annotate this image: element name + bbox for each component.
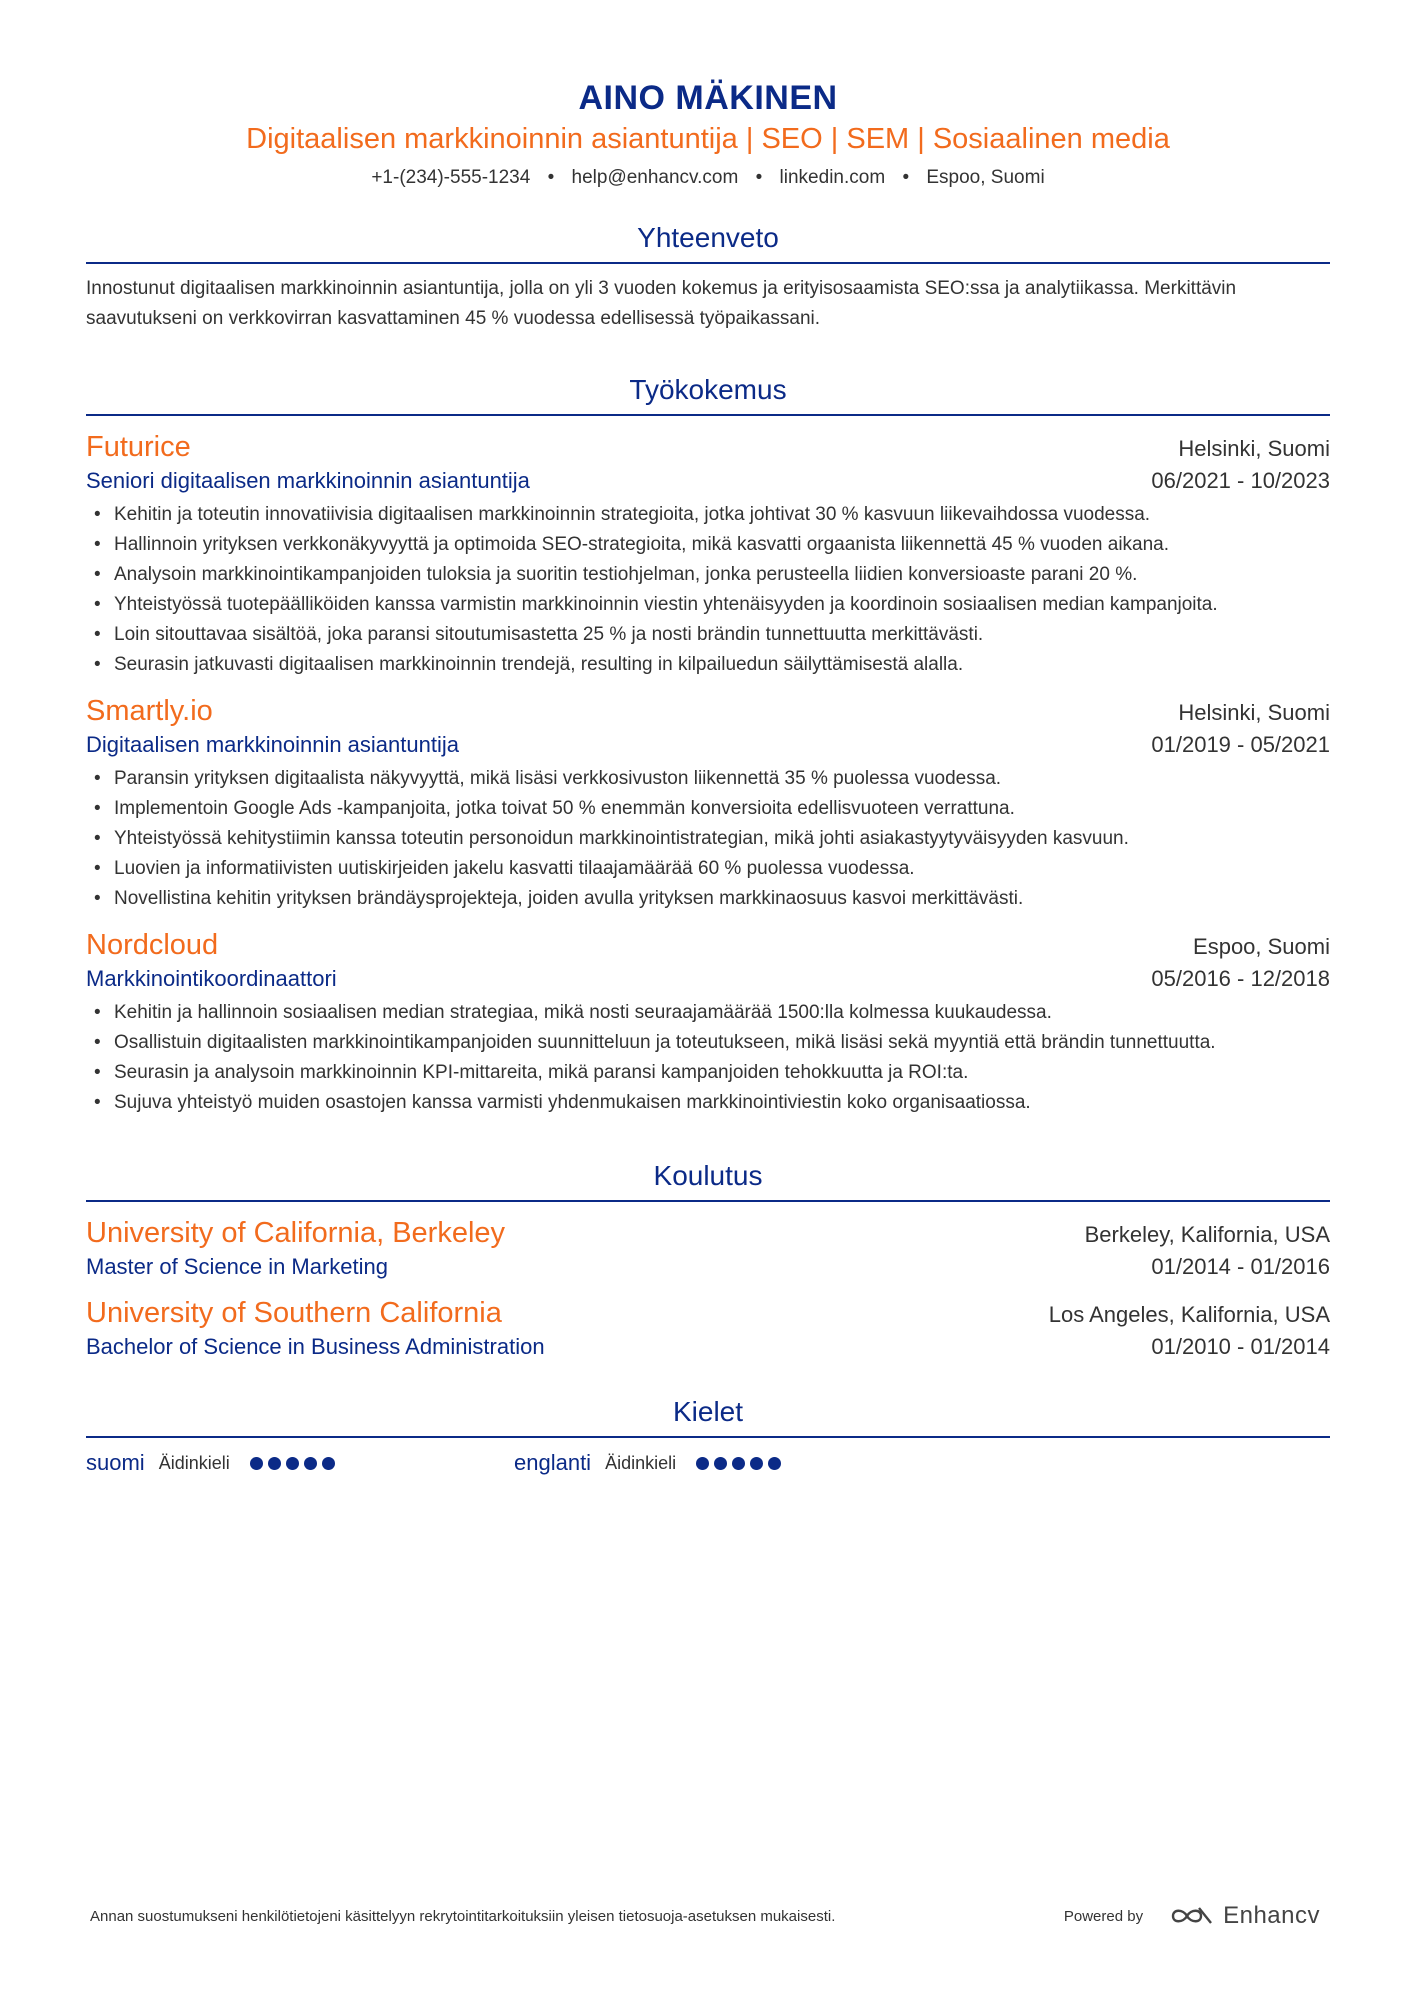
section-heading-languages: Kielet: [86, 1394, 1330, 1438]
page-footer: [90, 1902, 1320, 1930]
job-dates: 06/2021 - 10/2023: [1151, 468, 1330, 493]
summary-section: [86, 220, 1330, 334]
bullet-item: • Loin sitouttavaa sisältöä, joka paransi sitoutumisastetta 25 % ja nosti brändin tunnettuutta merkittävästi.: [114, 620, 1330, 650]
bullet-item: • Novellistina kehitin yrityksen brändäysprojekteja, joiden avulla yrityksen markkinaosuus kasvoi merkittävästi.: [114, 884, 1330, 914]
rating-dot: [250, 1457, 263, 1470]
language-rating: [250, 1457, 335, 1470]
job-location: Espoo, Suomi: [1193, 934, 1330, 959]
bullet-item: • Seurasin ja analysoin markkinoinnin KPI-mittareita, mikä paransi kampanjoiden tehokkuutta ja ROI:ta.: [114, 1058, 1330, 1088]
job-role: Seniori digitaalisen markkinoinnin asiantuntija: [86, 468, 530, 493]
job-dates: 05/2016 - 12/2018: [1151, 966, 1330, 991]
contact-linkedin[interactable]: linkedin.com: [779, 167, 886, 188]
bullet-item: • Paransin yrityksen digitaalista näkyvyyttä, mikä lisäsi verkkosivuston liikennettä 35 % puolessa vuodessa.: [114, 764, 1330, 794]
brand-name: Enhancv: [1223, 1902, 1320, 1929]
education-dates: 01/2014 - 01/2016: [1151, 1254, 1330, 1279]
experience-entry: [86, 926, 1330, 1118]
language-level: Äidinkieli: [605, 1452, 677, 1473]
language-item: [514, 1450, 942, 1476]
resume-page: [86, 0, 1330, 1476]
section-heading-experience: Työkokemus: [86, 372, 1330, 416]
school-location: Berkeley, Kalifornia, USA: [1084, 1222, 1330, 1247]
rating-dot: [732, 1457, 745, 1470]
education-dates: 01/2010 - 01/2014: [1151, 1334, 1330, 1359]
bullet-item: • Analysoin markkinointikampanjoiden tuloksia ja suoritin testiohjelman, jonka perusteella liidien konversioaste parani 20 %.: [114, 560, 1330, 590]
powered-by[interactable]: [1064, 1902, 1320, 1930]
job-location: Helsinki, Suomi: [1178, 436, 1330, 461]
degree: Bachelor of Science in Business Administration: [86, 1334, 545, 1359]
experience-section: [86, 372, 1330, 1118]
enhancv-logo-icon: [1169, 1903, 1215, 1929]
bullet-item: • Osallistuin digitaalisten markkinointikampanjoiden suunnitteluun ja toteutukseen, mikä lisäsi sekä myyntiä että brändin tunnettuutta.: [114, 1028, 1330, 1058]
rating-dot: [304, 1457, 317, 1470]
job-bullets: [86, 998, 1330, 1118]
language-name: suomi: [86, 1450, 145, 1475]
bullet-item: • Sujuva yhteistyö muiden osastojen kanssa varmisti yhdenmukaisen markkinointiviestin koko organisaatiossa.: [114, 1088, 1330, 1118]
company-name: Futurice: [86, 431, 191, 463]
resume-header: [86, 0, 1330, 190]
contact-phone[interactable]: +1-(234)-555-1234: [371, 167, 531, 188]
contact-separator: •: [902, 167, 910, 188]
bullet-item: • Hallinnoin yrityksen verkkonäkyvyyttä ja optimoida SEO-strategioita, mikä kasvatti orgaanista liikennettä 45 % vuoden aikana.: [114, 530, 1330, 560]
education-entry: [86, 1294, 1330, 1362]
rating-dot: [322, 1457, 335, 1470]
school-location: Los Angeles, Kalifornia, USA: [1048, 1302, 1330, 1327]
rating-dot: [268, 1457, 281, 1470]
contact-line: [86, 166, 1330, 190]
brand-logo: [1169, 1902, 1320, 1930]
rating-dot: [286, 1457, 299, 1470]
language-name: englanti: [514, 1450, 592, 1475]
section-heading-summary: Yhteenveto: [86, 220, 1330, 264]
job-dates: 01/2019 - 05/2021: [1151, 732, 1330, 757]
contact-email[interactable]: help@enhancv.com: [571, 167, 739, 188]
contact-location: Espoo, Suomi: [926, 167, 1045, 188]
consent-text: Annan suostumukseni henkilötietojeni käsittelyyn rekrytointitarkoituksiin yleisen tietosuoja-asetuksen mukaisesti.: [90, 1907, 836, 1925]
company-name: Smartly.io: [86, 695, 213, 727]
school-name: University of California, Berkeley: [86, 1217, 506, 1249]
candidate-name: AINO MÄKINEN: [578, 79, 838, 117]
rating-dot: [750, 1457, 763, 1470]
contact-separator: •: [547, 167, 555, 188]
languages-section: [86, 1394, 1330, 1476]
section-heading-education: Koulutus: [86, 1158, 1330, 1202]
language-level: Äidinkieli: [158, 1452, 230, 1473]
job-bullets: [86, 500, 1330, 680]
summary-text: Innostunut digitaalisen markkinoinnin asiantuntija, jolla on yli 3 vuoden kokemus ja erityisosaamista SEO:ssa ja analytiikassa. Merkittävin saavutukseni on verkkovirran kasvattaminen 45 % vuodessa edellisessä työpaikassani.: [86, 278, 1237, 329]
rating-dot: [768, 1457, 781, 1470]
degree: Master of Science in Marketing: [86, 1254, 389, 1279]
contact-separator: •: [755, 167, 763, 188]
job-role: Digitaalisen markkinoinnin asiantuntija: [86, 732, 459, 757]
bullet-item: • Seurasin jatkuvasti digitaalisen markkinoinnin trendejä, resulting in kilpailuedun säilyttämisestä alalla.: [114, 650, 1330, 680]
language-rating: [696, 1457, 781, 1470]
experience-entry: [86, 428, 1330, 680]
rating-dot: [714, 1457, 727, 1470]
company-name: Nordcloud: [86, 929, 219, 961]
education-entry: [86, 1214, 1330, 1282]
school-name: University of Southern California: [86, 1297, 502, 1329]
bullet-item: • Luovien ja informatiivisten uutiskirjeiden jakelu kasvatti tilaajamäärää 60 % puolessa vuodessa.: [114, 854, 1330, 884]
language-item: [86, 1450, 514, 1476]
bullet-item: • Implementoin Google Ads -kampanjoita, jotka toivat 50 % enemmän konversioita edellisvuoteen verrattuna.: [114, 794, 1330, 824]
bullet-item: • Kehitin ja toteutin innovatiivisia digitaalisen markkinoinnin strategioita, jotka johtivat 30 % kasvuun liikevaihdossa vuodessa.: [114, 500, 1330, 530]
bullet-item: • Yhteistyössä kehitystiimin kanssa toteutin personoidun markkinointistrategian, mikä johti asiakastyytyväisyyden kasvuun.: [114, 824, 1330, 854]
candidate-title: Digitaalisen markkinoinnin asiantuntija | SEO | SEM | Sosiaalinen media: [246, 123, 1170, 155]
rating-dot: [696, 1457, 709, 1470]
language-list: [86, 1450, 1330, 1476]
experience-entry: [86, 692, 1330, 914]
job-role: Markkinointikoordinaattori: [86, 966, 337, 991]
powered-by-label: Powered by: [1063, 1907, 1144, 1925]
job-bullets: [86, 764, 1330, 914]
education-section: [86, 1158, 1330, 1362]
bullet-item: • Yhteistyössä tuotepäälliköiden kanssa varmistin markkinoinnin viestin yhtenäisyyden ja koordinoin sosiaalisen median kampanjoita.: [114, 590, 1330, 620]
bullet-item: • Kehitin ja hallinnoin sosiaalisen median strategiaa, mikä nosti seuraajamäärää 1500:lla kolmessa kuukaudessa.: [114, 998, 1330, 1028]
job-location: Helsinki, Suomi: [1178, 700, 1330, 725]
